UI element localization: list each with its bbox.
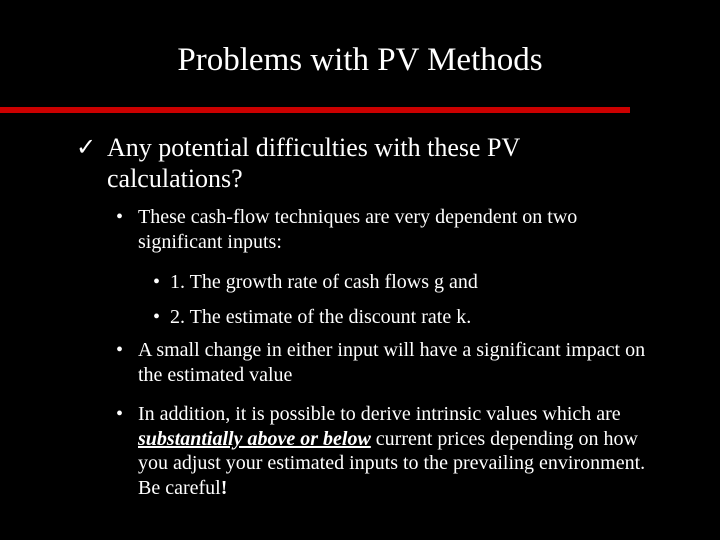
bullet-text: A small change in either input will have a significant impact on the estimated value [138, 339, 646, 386]
title-divider [0, 107, 630, 113]
bullet-text [116, 402, 646, 500]
emphasized-phrase: substantially above or below [138, 427, 371, 450]
exclamation-mark: ! [220, 476, 228, 499]
main-point-text: Any potential difficulties with these PV calculations? [107, 133, 520, 193]
bullet-text-end: current prices depending on how you adjust your estimated inputs to the prevailing environment. Be careful [138, 427, 646, 499]
sub-bullet-item [153, 270, 633, 295]
slide-title: Problems with PV Methods [177, 42, 543, 78]
checkmark-icon: ✓ [76, 133, 97, 161]
bullet-text: These cash-flow techniques are very dependent on two significant inputs: [138, 206, 578, 253]
bullet-icon: • [116, 339, 124, 361]
main-point [76, 132, 636, 194]
bullet-icon: • [116, 403, 124, 425]
bullet-text-start: In addition, it is possible to derive intrinsic values which are [138, 403, 621, 425]
bullet-item [116, 205, 646, 254]
sub-bullet-item [153, 305, 633, 330]
bullet-item [116, 402, 646, 500]
bullet-text: 2. The estimate of the discount rate k. [170, 306, 472, 328]
bullet-text: 1. The growth rate of cash flows g and [170, 271, 478, 293]
bullet-icon: • [153, 306, 161, 328]
bullet-icon: • [116, 206, 124, 228]
bullet-item [116, 338, 646, 387]
bullet-icon: • [153, 271, 161, 293]
